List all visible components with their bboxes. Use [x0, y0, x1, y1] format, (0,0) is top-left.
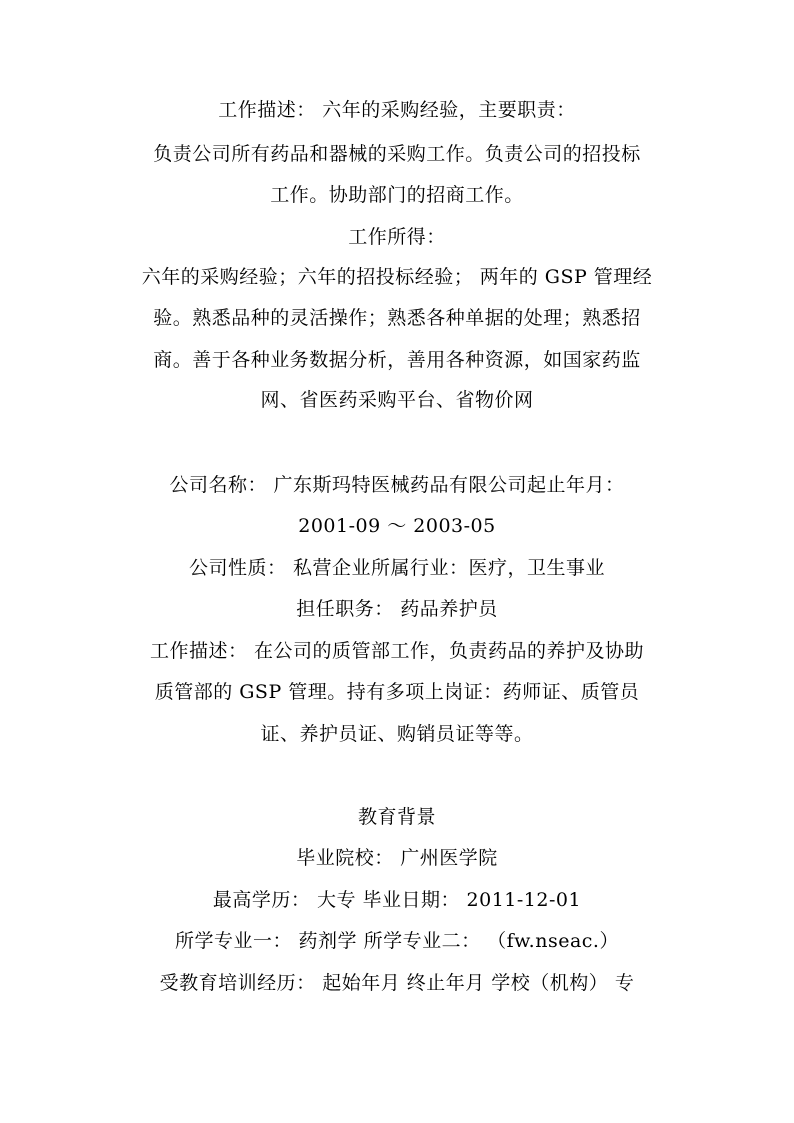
- period-line: 2001-09 ～ 2003-05: [298, 515, 496, 537]
- gains-line-1: 六年的采购经验；六年的招投标经验； 两年的 GSP 管理经: [141, 266, 653, 288]
- duty-line-2: 工作。协助部门的招商工作。: [270, 184, 524, 206]
- gains-line-4: 网、省医药采购平台、省物价网: [260, 389, 534, 411]
- company-name-line: 公司名称： 广东斯玛特医械药品有限公司起止年月：: [169, 474, 625, 496]
- school-line: 毕业院校： 广州医学院: [296, 847, 498, 869]
- degree-line: 最高学历： 大专 毕业日期： 2011-12-01: [212, 889, 582, 911]
- gains-heading: 工作所得：: [348, 226, 446, 248]
- work-description-2-line-1: 工作描述： 在公司的质管部工作，负责药品的养护及协助: [149, 640, 645, 662]
- work-description-2-line-3: 证、养护员证、购销员证等等。: [260, 723, 534, 745]
- gains-line-2: 验。熟悉品种的灵活操作；熟悉各种单据的处理；熟悉招: [153, 307, 641, 329]
- company-nature-line: 公司性质： 私营企业所属行业：医疗，卫生事业: [188, 557, 606, 579]
- major-line: 所学专业一： 药剂学 所学专业二： （fw.nseac.）: [175, 930, 619, 952]
- position-line: 担任职务： 药品养护员: [296, 598, 498, 620]
- work-description-line: 工作描述： 六年的采购经验，主要职责：: [218, 99, 576, 121]
- training-line: 受教育培训经历： 起始年月 终止年月 学校（机构） 专: [159, 972, 635, 994]
- gains-line-3: 商。善于各种业务数据分析，善用各种资源，如国家药监: [153, 349, 641, 371]
- duty-line-1: 负责公司所有药品和器械的采购工作。负责公司的招投标: [153, 143, 641, 165]
- education-heading: 教育背景: [357, 806, 436, 828]
- work-description-2-line-2: 质管部的 GSP 管理。持有多项上岗证：药师证、质管员: [154, 681, 640, 703]
